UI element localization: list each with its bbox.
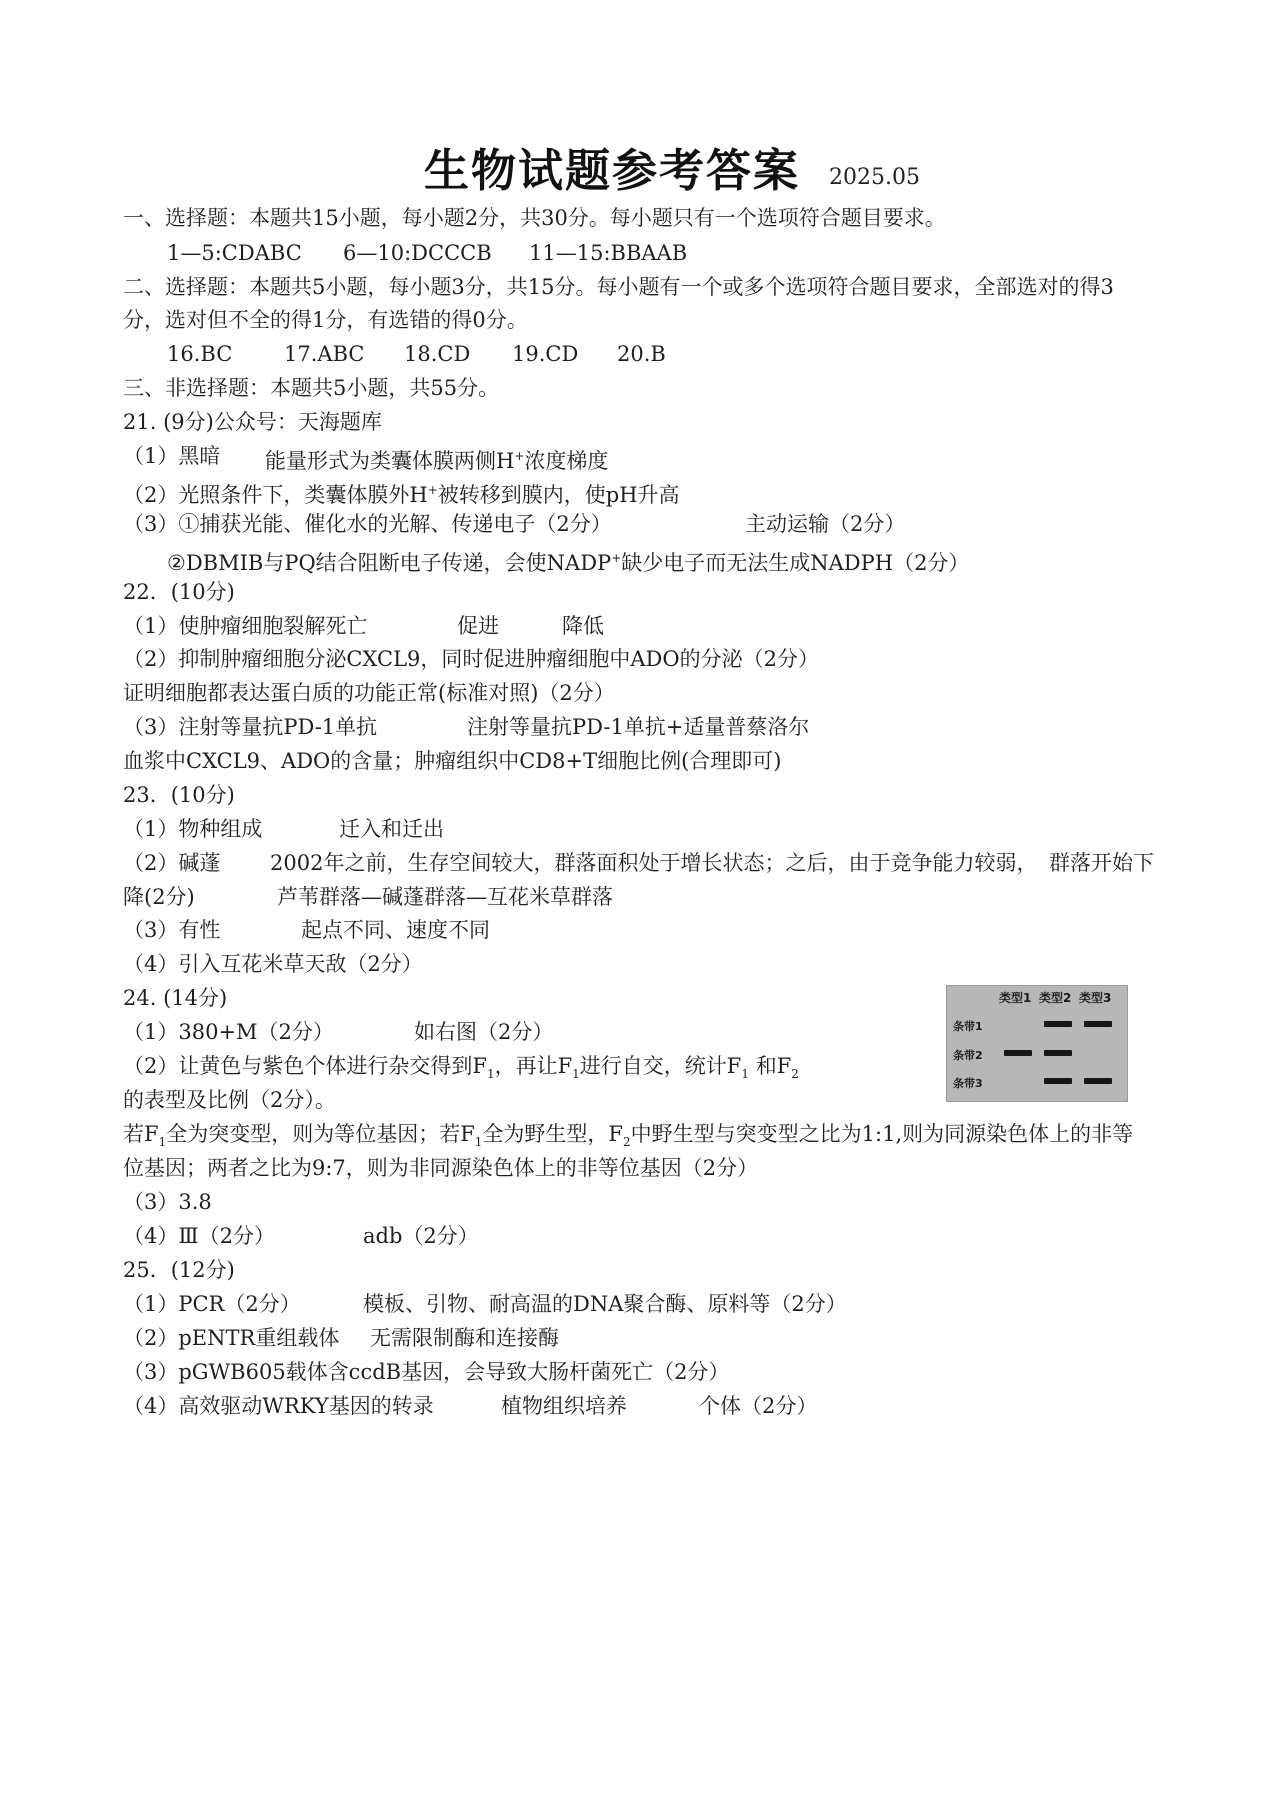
q24-part2-answer-d: 位基因；两者之比为9:7，则为非同源染色体上的非等位基因（2分）	[123, 1156, 759, 1180]
q24-part2c-sub-2: 1	[474, 1135, 483, 1150]
section-1-heading: 一、选择题：本题共15小题，每小题2分，共30分。每小题只有一个选项符合题目要求。	[123, 206, 946, 230]
q23-heading: 23．(10分)	[123, 783, 235, 807]
q24-part2-text-2: ，再让F	[494, 1054, 573, 1078]
q21-part3-answer-c	[167, 543, 969, 578]
q24-part2-sub-4: 2	[791, 1067, 799, 1082]
q24-part2c-sub-1: 1	[158, 1135, 167, 1150]
q24-part1-answer-b: 如右图（2分）	[414, 1020, 554, 1044]
q21-part2-text-post: 被转移到膜内，使pH升高	[437, 483, 680, 507]
q21-part1-text-post: 浓度梯度	[524, 449, 609, 473]
q23-part1-answer-b: 迁入和迁出	[339, 817, 444, 841]
answer-20: 20.B	[617, 342, 666, 366]
q22-part3-answer-a: （3）注射等量抗PD-1单抗	[123, 715, 378, 739]
q21-part2-text-pre: （2）光照条件下，类囊体膜外H	[123, 483, 428, 507]
section-3-heading: 三、非选择题：本题共5小题，共55分。	[123, 376, 500, 400]
answer-16: 16.BC	[167, 342, 233, 366]
q24-part2c-sub-3: 2	[623, 1135, 631, 1150]
q24-part2-sub-3: 1	[741, 1067, 750, 1082]
q22-heading: 22．(10分)	[123, 580, 235, 604]
gel-row-band2: 条带2	[953, 1049, 983, 1062]
answer-18: 18.CD	[404, 342, 471, 366]
q23-part2-answer-c: 群落开始下	[1049, 851, 1154, 875]
q23-part2-answer-e: 芦苇群落—碱蓬群落—互花米草群落	[277, 885, 613, 909]
gel-column-type2: 类型2	[1039, 991, 1072, 1005]
section-2-heading-line2: 分，选对但不全的得1分，有选错的得0分。	[123, 308, 528, 332]
answer-6-10: 6—10:DCCCB	[343, 241, 492, 265]
q22-part1-answer-a: （1）使肿瘤细胞裂解死亡	[123, 614, 368, 638]
q22-part1-answer-c: 降低	[562, 614, 604, 638]
q24-part2-sub-1: 1	[486, 1067, 495, 1082]
page-title: 生物试题参考答案	[424, 144, 801, 197]
q24-part2-answer-b: 的表型及比例（2分）。	[123, 1088, 336, 1112]
q21-part3-answer-b: 主动运输（2分）	[745, 512, 906, 536]
q25-part2-answer-a: （2）pENTR重组载体	[123, 1326, 340, 1350]
gel-row-band1: 条带1	[953, 1020, 983, 1033]
q21-part3-text-pre: ②DBMIB与PQ结合阻断电子传递，会使NADP	[167, 551, 612, 575]
q23-part1-answer-a: （1）物种组成	[123, 817, 263, 841]
q21-heading: 21. (9分)公众号：天海题库	[123, 410, 382, 434]
q24-part2-answer-c	[123, 1119, 1133, 1157]
q21-part2-sup: +	[427, 483, 438, 497]
q25-part4-answer-a: （4）高效驱动WRKY基因的转录	[123, 1394, 434, 1418]
q24-part2-answer-a	[123, 1051, 799, 1089]
q24-part2-text-4: 和F	[749, 1054, 792, 1078]
q21-part3-text-post: 缺少电子而无法生成NADPH（2分）	[621, 551, 970, 575]
gel-band-type2-band1	[1044, 1021, 1072, 1027]
q25-part1-answer-b: 模板、引物、耐高温的DNA聚合酶、原料等（2分）	[363, 1292, 847, 1316]
answer-11-15: 11—15:BBAAB	[529, 241, 688, 265]
answer-19: 19.CD	[512, 342, 579, 366]
q24-part2-text-3: 进行自交，统计F	[579, 1054, 742, 1078]
q23-part2-answer-a: （2）碱蓬	[123, 851, 221, 875]
q25-part3-answer: （3）pGWB605载体含ccdB基因，会导致大肠杆菌死亡（2分）	[123, 1360, 730, 1384]
gel-column-type3: 类型3	[1079, 991, 1112, 1005]
q21-part1-answer-b	[265, 441, 608, 476]
q21-part3-sup: +	[611, 551, 622, 565]
q24-part2c-text-4: 中野生型与突变型之比为1:1,则为同源染色体上的非等	[630, 1122, 1134, 1146]
q23-part2-answer-d: 降(2分)	[123, 885, 195, 909]
q24-part4-answer-b: adb（2分）	[363, 1224, 479, 1248]
answer-1-5: 1—5:CDABC	[167, 241, 302, 265]
q21-part3-answer-a: （3）①捕获光能、催化水的光解、传递电子（2分）	[123, 512, 612, 536]
section-2-heading-line1: 二、选择题：本题共5小题，每小题3分，共15分。每小题有一个或多个选项符合题目要求，全部选对的得3	[123, 275, 1114, 299]
q23-part2-answer-b: 2002年之前，生存空间较大，群落面积处于增长状态；之后，由于竞争能力较弱，	[270, 851, 1038, 875]
q25-part4-answer-b: 植物组织培养	[501, 1394, 627, 1418]
gel-band-type3-band1	[1084, 1021, 1112, 1027]
q23-part3-answer-b: 起点不同、速度不同	[301, 918, 490, 942]
q23-part3-answer-a: （3）有性	[123, 918, 221, 942]
q24-part2c-text-2: 全为突变型，则为等位基因；若F	[166, 1122, 475, 1146]
q24-part2-text-1: （2）让黄色与紫色个体进行杂交得到F	[123, 1054, 487, 1078]
gel-band-type2-band3	[1044, 1078, 1072, 1084]
q24-part4-answer-a: （4）Ⅲ（2分）	[123, 1224, 275, 1248]
q22-part3-answer-b: 注射等量抗PD-1单抗+适量普蔡洛尔	[467, 715, 810, 739]
gel-band-type3-band3	[1084, 1078, 1112, 1084]
q24-part3-answer: （3）3.8	[123, 1190, 212, 1214]
gel-band-figure	[946, 985, 1128, 1102]
q24-part2c-text-3: 全为野生型，F	[482, 1122, 624, 1146]
q25-heading: 25．(12分)	[123, 1258, 235, 1282]
gel-row-band3: 条带3	[953, 1077, 983, 1090]
q25-part4-answer-c: 个体（2分）	[699, 1394, 818, 1418]
gel-column-type1: 类型1	[999, 991, 1032, 1005]
q22-part1-answer-b: 促进	[457, 614, 499, 638]
exam-date: 2025.05	[829, 165, 920, 190]
q24-part2c-text-1: 若F	[123, 1122, 159, 1146]
q21-part1-answer-a: （1）黑暗	[123, 444, 221, 468]
q22-part2-answer-a: （2）抑制肿瘤细胞分泌CXCL9，同时促进肿瘤细胞中ADO的分泌（2分）	[123, 647, 819, 671]
q24-heading: 24. (14分)	[123, 986, 228, 1010]
q22-part3-answer-c: 血浆中CXCL9、ADO的含量；肿瘤组织中CD8+T细胞比例(合理即可)	[123, 749, 782, 773]
gel-band-type2-band2	[1044, 1050, 1072, 1056]
q24-part2-sub-2: 1	[572, 1067, 580, 1082]
answer-17: 17.ABC	[284, 342, 365, 366]
q22-part2-answer-b: 证明细胞都表达蛋白质的功能正常(标准对照)（2分）	[123, 681, 615, 705]
q24-part1-answer-a: （1）380+M（2分）	[123, 1020, 334, 1044]
q21-part1-sup: +	[514, 449, 525, 463]
q23-part4-answer: （4）引入互花米草天敌（2分）	[123, 952, 423, 976]
q25-part2-answer-b: 无需限制酶和连接酶	[370, 1326, 559, 1350]
q21-part2-answer	[123, 475, 680, 510]
gel-band-type1-band2	[1004, 1050, 1032, 1056]
q21-part1-text-pre: 能量形式为类囊体膜两侧H	[265, 449, 515, 473]
q25-part1-answer-a: （1）PCR（2分）	[123, 1292, 301, 1316]
